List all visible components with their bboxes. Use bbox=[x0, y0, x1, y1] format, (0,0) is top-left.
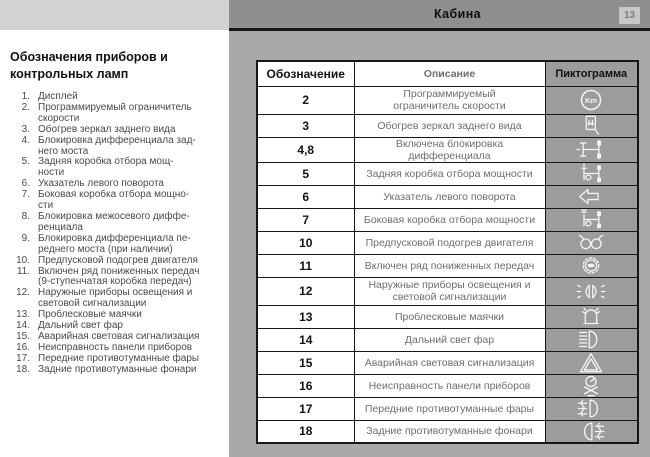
pictogram-cell bbox=[545, 254, 638, 277]
list-item-number: 14. bbox=[16, 320, 30, 332]
list-item bbox=[10, 256, 224, 267]
list-item-number: 8. bbox=[21, 210, 30, 222]
pictogram-cell bbox=[545, 162, 638, 185]
description-cell: Предпусковой подогрев двигателя bbox=[354, 231, 545, 254]
pictogram-cell bbox=[545, 208, 638, 231]
speed-limiter-icon bbox=[573, 88, 609, 112]
description-cell: Неисправность панели приборов bbox=[354, 374, 545, 397]
page-number-badge: 13 bbox=[619, 7, 640, 24]
list-item-number: 4. bbox=[21, 134, 30, 146]
list-item bbox=[10, 103, 224, 125]
table-row bbox=[257, 328, 638, 351]
list-item-number: 18. bbox=[16, 363, 30, 375]
table-row bbox=[257, 137, 638, 162]
table-row bbox=[257, 162, 638, 185]
list-item bbox=[10, 212, 224, 234]
list-item bbox=[10, 288, 224, 310]
section-title: Кабина bbox=[433, 7, 482, 21]
list-item-number: 3. bbox=[21, 123, 30, 135]
table-row bbox=[257, 351, 638, 374]
list-item-number: 12. bbox=[16, 287, 30, 299]
list-item bbox=[10, 365, 224, 376]
list-item-text: Передние противотуманные фары bbox=[38, 352, 200, 364]
legend-title: Обозначения приборов и контрольных ламп bbox=[10, 50, 168, 81]
list-item-number: 13. bbox=[16, 309, 30, 321]
list-item bbox=[10, 234, 224, 256]
table-row bbox=[257, 254, 638, 277]
description-cell: Программируемый ограничитель скорости bbox=[354, 86, 545, 114]
high-beam-icon bbox=[573, 329, 609, 350]
instrument-panel-fault-icon bbox=[573, 375, 609, 397]
designation-cell: 3 bbox=[257, 114, 354, 137]
list-item-number: 17. bbox=[16, 352, 30, 364]
table-row bbox=[257, 86, 638, 114]
list-item-number: 10. bbox=[16, 254, 30, 266]
designation-cell: 5 bbox=[257, 162, 354, 185]
list-item-number: 5. bbox=[21, 156, 30, 168]
list-item bbox=[10, 267, 224, 289]
list-item-text: Блокировка дифференциала зад- него моста bbox=[38, 134, 196, 157]
pictogram-cell bbox=[545, 374, 638, 397]
description-cell: Задние противотуманные фонари bbox=[354, 420, 545, 443]
list-item-text: Проблесковые маячки bbox=[38, 309, 142, 321]
header-band-right bbox=[229, 0, 650, 31]
legend-sidebar bbox=[10, 49, 224, 376]
glow-plug-icon bbox=[573, 232, 609, 253]
list-item-number: 1. bbox=[21, 91, 30, 102]
designation-cell: 2 bbox=[257, 86, 354, 114]
description-cell: Наружные приборы освещения и световой сигнализации bbox=[354, 277, 545, 305]
list-item-number: 9. bbox=[21, 232, 30, 244]
list-item-text: Обогрев зеркал заднего вида bbox=[38, 123, 176, 135]
svg-text:Km: Km bbox=[585, 95, 598, 105]
list-item-text: Задняя коробка отбора мощ- ности bbox=[38, 156, 174, 179]
description-cell: Включен ряд пониженных передач bbox=[354, 254, 545, 277]
designation-cell: 18 bbox=[257, 420, 354, 443]
designation-cell: 14 bbox=[257, 328, 354, 351]
list-item-text: Программируемый ограничитель скорости bbox=[38, 101, 192, 124]
designation-cell: 12 bbox=[257, 277, 354, 305]
side-pto-icon bbox=[573, 209, 609, 230]
hazard-warning-icon bbox=[573, 352, 609, 374]
list-item-text: Дисплей bbox=[38, 91, 78, 102]
list-item bbox=[10, 190, 224, 212]
list-item-text: Дальний свет фар bbox=[38, 320, 123, 332]
table-row bbox=[257, 397, 638, 420]
table-row bbox=[257, 231, 638, 254]
list-item-text: Аварийная световая сигнализация bbox=[38, 330, 200, 342]
col-header-pictogram: Пиктограмма bbox=[545, 61, 638, 86]
table-row bbox=[257, 374, 638, 397]
list-item-text: Блокировка межосевого диффе- ренциала bbox=[38, 210, 190, 233]
designation-cell: 16 bbox=[257, 374, 354, 397]
list-item-text: Боковая коробка отбора мощно- сти bbox=[38, 189, 190, 212]
pictogram-cell bbox=[545, 351, 638, 374]
table-row bbox=[257, 277, 638, 305]
header-band-left bbox=[0, 0, 229, 30]
table-row bbox=[257, 208, 638, 231]
pictogram-cell bbox=[545, 328, 638, 351]
list-item-text: Блокировка дифференциала пе- реднего моста (при наличии) bbox=[38, 232, 191, 255]
table-row bbox=[257, 114, 638, 137]
table-row bbox=[257, 420, 638, 443]
pictogram-cell bbox=[545, 86, 638, 114]
designation-cell: 7 bbox=[257, 208, 354, 231]
pictogram-cell bbox=[545, 305, 638, 328]
table-header-row bbox=[257, 61, 638, 86]
description-cell: Проблесковые маячки bbox=[354, 305, 545, 328]
list-item bbox=[10, 125, 224, 136]
list-item-text: Предпусковой подогрев двигателя bbox=[38, 254, 198, 266]
list-item-text: Неисправность панели приборов bbox=[38, 341, 193, 353]
list-item-number: 7. bbox=[21, 189, 30, 201]
col-header-description: Описание bbox=[354, 61, 545, 86]
designation-cell: 11 bbox=[257, 254, 354, 277]
designation-cell: 10 bbox=[257, 231, 354, 254]
position-lights-icon bbox=[573, 281, 609, 302]
designation-cell: 17 bbox=[257, 397, 354, 420]
description-cell: Аварийная световая сигнализация bbox=[354, 351, 545, 374]
pictogram-cell bbox=[545, 397, 638, 420]
mirror-heating-icon bbox=[573, 115, 609, 136]
col-header-designation: Обозначение bbox=[257, 61, 354, 86]
table-row bbox=[257, 305, 638, 328]
list-item-number: 2. bbox=[21, 101, 30, 113]
designation-cell: 13 bbox=[257, 305, 354, 328]
list-item bbox=[10, 157, 224, 179]
description-cell: Передние противотуманные фары bbox=[354, 397, 545, 420]
description-cell: Задняя коробка отбора мощности bbox=[354, 162, 545, 185]
list-item-number: 15. bbox=[16, 330, 30, 342]
pictogram-cell bbox=[545, 185, 638, 208]
designation-cell: 6 bbox=[257, 185, 354, 208]
rear-fog-icon bbox=[573, 421, 609, 442]
pictogram-cell bbox=[545, 231, 638, 254]
list-item-number: 11. bbox=[16, 265, 30, 277]
list-item-text: Задние противотуманные фонари bbox=[38, 363, 197, 375]
list-item-text: Наружные приборы освещения и световой сигнализации bbox=[38, 287, 193, 310]
list-item-text: Включен ряд пониженных передач (9-ступенчатая коробка передач) bbox=[38, 265, 200, 288]
pictogram-cell bbox=[545, 277, 638, 305]
designation-cell: 15 bbox=[257, 351, 354, 374]
description-cell: Указатель левого поворота bbox=[354, 185, 545, 208]
description-cell: Включена блокировка дифференциала bbox=[354, 137, 545, 162]
pictogram-cell bbox=[545, 114, 638, 137]
list-item-number: 16. bbox=[16, 341, 30, 353]
pictogram-cell bbox=[545, 420, 638, 443]
description-cell: Обогрев зеркал заднего вида bbox=[354, 114, 545, 137]
description-cell: Боковая коробка отбора мощности bbox=[354, 208, 545, 231]
legend-list bbox=[10, 92, 224, 376]
symbols-table bbox=[256, 60, 639, 444]
description-cell: Дальний свет фар bbox=[354, 328, 545, 351]
designation-cell: 4,8 bbox=[257, 137, 354, 162]
left-turn-icon bbox=[573, 186, 609, 207]
front-fog-icon bbox=[573, 398, 609, 419]
list-item bbox=[10, 136, 224, 158]
differential-lock-icon bbox=[573, 139, 609, 160]
low-gear-icon bbox=[573, 255, 609, 276]
table-row bbox=[257, 185, 638, 208]
list-item-text: Указатель левого поворота bbox=[38, 178, 164, 190]
list-item-number: 6. bbox=[21, 178, 30, 190]
beacon-icon bbox=[573, 306, 609, 327]
pictogram-cell bbox=[545, 137, 638, 162]
rear-pto-icon bbox=[573, 163, 609, 184]
